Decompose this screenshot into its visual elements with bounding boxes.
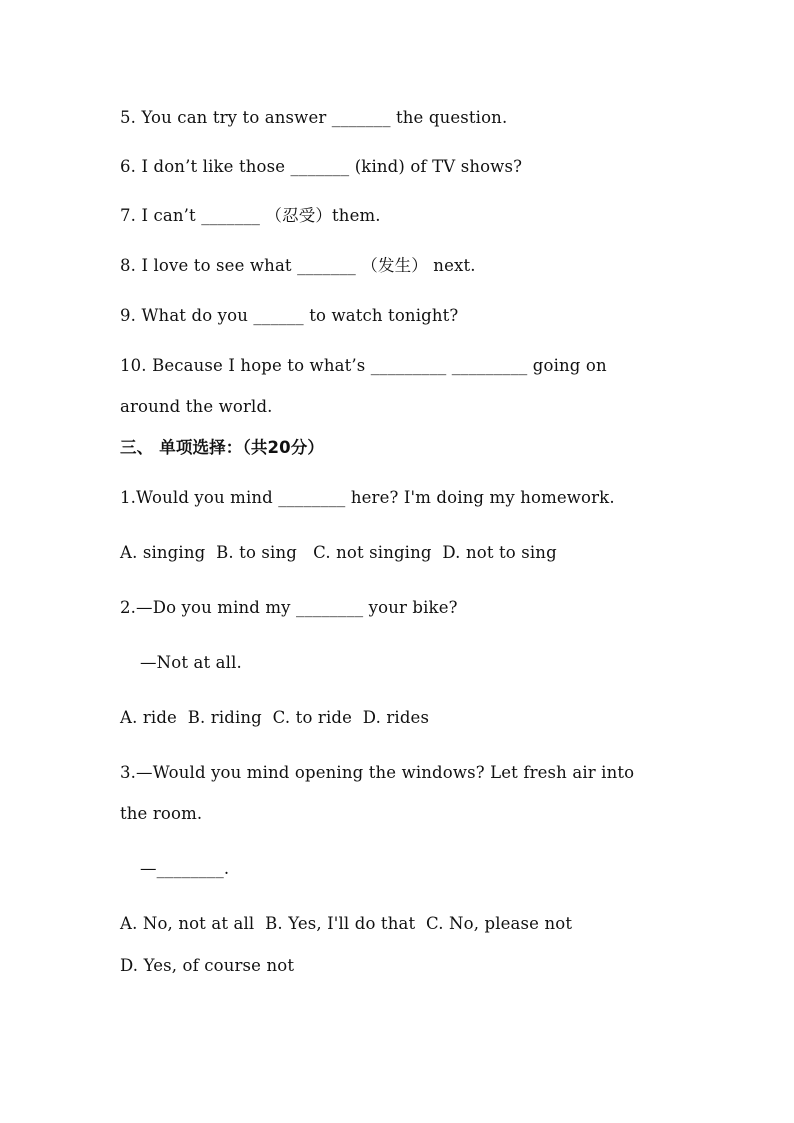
- question-5: 5. You can try to answer _______ the question.: [120, 108, 508, 127]
- mc-question-3-options-line-2: D. Yes, of course not: [120, 956, 295, 975]
- question-10-line-2: around the world.: [120, 397, 273, 416]
- question-6: 6. I don’t like those _______ (kind) of TV shows?: [120, 157, 523, 176]
- mc-question-2-stem: 2.—Do you mind my ________ your bike?: [120, 598, 458, 617]
- mc-question-2-reply: —Not at all.: [140, 653, 242, 672]
- question-10-line-1: 10. Because I hope to what’s _________ _________ going on: [120, 356, 607, 375]
- section-3-heading: 三、 单项选择：（共20分）: [120, 438, 325, 457]
- mc-question-3-reply: —________.: [140, 859, 230, 878]
- question-9: 9. What do you ______ to watch tonight?: [120, 306, 459, 325]
- mc-question-3-stem-line-2: the room.: [120, 804, 203, 823]
- mc-question-1-options: A. singing B. to sing C. not singing D. not to sing: [120, 543, 557, 562]
- mc-question-3-options-line-1: A. No, not at all B. Yes, I'll do that C. No, please not: [120, 914, 573, 933]
- mc-question-2-options: A. ride B. riding C. to ride D. rides: [120, 708, 430, 727]
- question-8: 8. I love to see what _______ （发生） next.: [120, 256, 476, 275]
- question-7: 7. I can’t _______ （忍受）them.: [120, 206, 381, 225]
- mc-question-3-stem-line-1: 3.—Would you mind opening the windows? Let fresh air into: [120, 763, 635, 782]
- mc-question-1-stem: 1.Would you mind ________ here? I'm doing my homework.: [120, 488, 615, 507]
